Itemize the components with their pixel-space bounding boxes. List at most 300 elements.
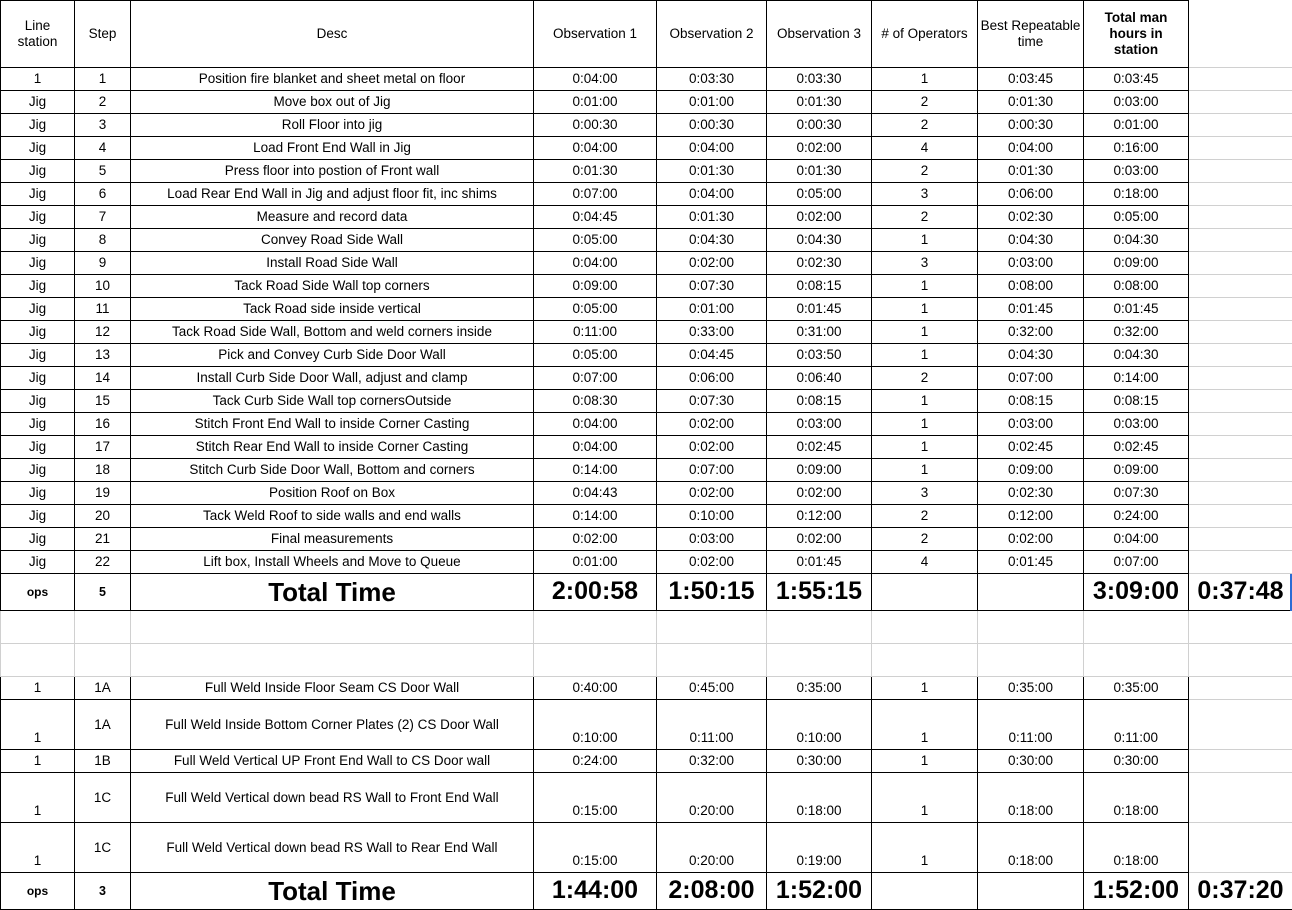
cell-observation-2[interactable]: 0:33:00 [657,321,767,344]
cell-observation-3[interactable]: 0:01:30 [767,91,872,114]
cell-total-man-hours[interactable]: 0:04:00 [1084,528,1189,551]
empty-cell[interactable] [1,611,75,644]
cell-observation-1[interactable]: 0:04:00 [534,436,657,459]
cell-extra[interactable] [1189,482,1292,505]
cell-total-ops-label[interactable]: ops [1,873,75,910]
cell-num-operators[interactable]: 1 [872,700,978,750]
cell-total-man-hours[interactable]: 0:03:00 [1084,91,1189,114]
cell-num-operators[interactable]: 2 [872,91,978,114]
cell-observation-1[interactable]: 0:15:00 [534,823,657,873]
cell-num-operators[interactable]: 3 [872,252,978,275]
cell-best-repeatable-time[interactable]: 0:01:45 [978,551,1084,574]
cell-num-operators[interactable]: 1 [872,773,978,823]
cell-desc[interactable]: Convey Road Side Wall [131,229,534,252]
cell-observation-3[interactable]: 0:10:00 [767,700,872,750]
cell-line-station[interactable]: Jig [1,229,75,252]
cell-num-operators[interactable]: 2 [872,367,978,390]
total-time-row[interactable] [1,574,1292,611]
column-header-observation-1[interactable]: Observation 1 [534,1,657,68]
cell-desc[interactable]: Full Weld Inside Bottom Corner Plates (2) CS Door Wall [131,700,534,750]
total-time-row[interactable] [1,873,1292,910]
cell-observation-2[interactable]: 0:04:30 [657,229,767,252]
cell-desc[interactable]: Tack Road side inside vertical [131,298,534,321]
cell-observation-3[interactable]: 0:08:15 [767,275,872,298]
column-header-step[interactable]: Step [75,1,131,68]
cell-total-man-hours[interactable]: 1:52:00 [1084,873,1189,910]
cell-observation-3[interactable]: 0:30:00 [767,750,872,773]
empty-cell[interactable] [657,611,767,644]
column-header-extra[interactable] [1189,1,1292,68]
cell-observation-3[interactable]: 0:03:50 [767,344,872,367]
cell-desc[interactable]: Final measurements [131,528,534,551]
cell-observation-1[interactable]: 0:09:00 [534,275,657,298]
table-row[interactable] [1,367,1292,390]
cell-step[interactable]: 21 [75,528,131,551]
cell-step[interactable]: 17 [75,436,131,459]
cell-line-station[interactable]: Jig [1,390,75,413]
cell-observation-1[interactable]: 0:10:00 [534,700,657,750]
cell-total-extra[interactable]: 0:37:48 [1189,574,1292,611]
column-header-desc[interactable]: Desc [131,1,534,68]
cell-total-observation-2[interactable]: 2:08:00 [657,873,767,910]
cell-best-repeatable-time[interactable]: 0:02:30 [978,482,1084,505]
cell-step[interactable]: 14 [75,367,131,390]
cell-observation-3[interactable]: 0:02:00 [767,206,872,229]
empty-cell[interactable] [767,611,872,644]
cell-line-station[interactable]: Jig [1,436,75,459]
cell-observation-3[interactable]: 0:31:00 [767,321,872,344]
empty-cell[interactable] [978,611,1084,644]
cell-extra[interactable] [1189,677,1292,700]
cell-step[interactable]: 7 [75,206,131,229]
cell-step[interactable]: 15 [75,390,131,413]
cell-total-man-hours[interactable]: 0:32:00 [1084,321,1189,344]
cell-total-best-repeatable-time[interactable] [978,873,1084,910]
cell-total-man-hours[interactable]: 0:18:00 [1084,823,1189,873]
cell-desc[interactable]: Load Rear End Wall in Jig and adjust floor fit, inc shims [131,183,534,206]
table-row[interactable] [1,773,1292,823]
cell-step[interactable]: 11 [75,298,131,321]
cell-desc[interactable]: Position fire blanket and sheet metal on floor [131,68,534,91]
cell-extra[interactable] [1189,773,1292,823]
cell-total-ops-count[interactable]: 3 [75,873,131,910]
cell-step[interactable]: 12 [75,321,131,344]
cell-best-repeatable-time[interactable]: 0:01:30 [978,160,1084,183]
empty-cell[interactable] [1,644,75,677]
cell-desc[interactable]: Measure and record data [131,206,534,229]
cell-extra[interactable] [1189,68,1292,91]
cell-observation-1[interactable]: 0:08:30 [534,390,657,413]
empty-cell[interactable] [767,644,872,677]
table-row[interactable] [1,482,1292,505]
cell-step[interactable]: 3 [75,114,131,137]
cell-observation-1[interactable]: 0:04:45 [534,206,657,229]
cell-observation-2[interactable]: 0:32:00 [657,750,767,773]
cell-total-man-hours[interactable]: 0:16:00 [1084,137,1189,160]
cell-line-station[interactable]: Jig [1,367,75,390]
cell-best-repeatable-time[interactable]: 0:03:00 [978,252,1084,275]
empty-cell[interactable] [131,611,534,644]
cell-total-man-hours[interactable]: 0:11:00 [1084,700,1189,750]
cell-observation-1[interactable]: 0:14:00 [534,459,657,482]
empty-cell[interactable] [75,644,131,677]
empty-cell[interactable] [872,644,978,677]
cell-observation-1[interactable]: 0:14:00 [534,505,657,528]
cell-observation-2[interactable]: 0:02:00 [657,436,767,459]
cell-total-man-hours[interactable]: 0:18:00 [1084,773,1189,823]
cell-best-repeatable-time[interactable]: 0:12:00 [978,505,1084,528]
cell-num-operators[interactable]: 1 [872,459,978,482]
cell-step[interactable]: 22 [75,551,131,574]
cell-line-station[interactable]: Jig [1,91,75,114]
cell-observation-2[interactable]: 0:04:00 [657,183,767,206]
cell-extra[interactable] [1189,252,1292,275]
cell-num-operators[interactable]: 1 [872,275,978,298]
cell-line-station[interactable]: 1 [1,750,75,773]
cell-step[interactable]: 1A [75,677,131,700]
cell-extra[interactable] [1189,551,1292,574]
cell-desc[interactable]: Move box out of Jig [131,91,534,114]
cell-observation-3[interactable]: 0:01:30 [767,160,872,183]
cell-extra[interactable] [1189,413,1292,436]
cell-total-label[interactable]: Total Time [131,574,534,611]
cell-total-man-hours[interactable]: 0:01:00 [1084,114,1189,137]
cell-desc[interactable]: Tack Road Side Wall top corners [131,275,534,298]
table-row[interactable] [1,68,1292,91]
cell-observation-2[interactable]: 0:00:30 [657,114,767,137]
cell-extra[interactable] [1189,275,1292,298]
cell-desc[interactable]: Tack Curb Side Wall top cornersOutside [131,390,534,413]
cell-observation-1[interactable]: 0:04:00 [534,68,657,91]
table-row[interactable] [1,137,1292,160]
cell-best-repeatable-time[interactable]: 0:32:00 [978,321,1084,344]
empty-cell[interactable] [978,644,1084,677]
cell-line-station[interactable]: 1 [1,68,75,91]
cell-observation-2[interactable]: 0:06:00 [657,367,767,390]
cell-observation-1[interactable]: 0:04:43 [534,482,657,505]
empty-cell[interactable] [872,611,978,644]
cell-total-man-hours[interactable]: 0:03:00 [1084,160,1189,183]
table-row[interactable] [1,750,1292,773]
cell-observation-2[interactable]: 0:20:00 [657,773,767,823]
cell-line-station[interactable]: Jig [1,137,75,160]
cell-observation-2[interactable]: 0:07:00 [657,459,767,482]
cell-observation-3[interactable]: 0:00:30 [767,114,872,137]
cell-observation-1[interactable]: 0:00:30 [534,114,657,137]
table-row[interactable] [1,344,1292,367]
cell-extra[interactable] [1189,298,1292,321]
cell-best-repeatable-time[interactable]: 0:04:30 [978,229,1084,252]
cell-total-man-hours[interactable]: 0:05:00 [1084,206,1189,229]
cell-total-man-hours[interactable]: 0:07:30 [1084,482,1189,505]
cell-total-man-hours[interactable]: 0:04:30 [1084,229,1189,252]
cell-num-operators[interactable]: 1 [872,298,978,321]
cell-num-operators[interactable]: 3 [872,482,978,505]
cell-step[interactable]: 16 [75,413,131,436]
table-row[interactable] [1,229,1292,252]
cell-best-repeatable-time[interactable]: 0:01:30 [978,91,1084,114]
cell-step[interactable]: 20 [75,505,131,528]
cell-desc[interactable]: Lift box, Install Wheels and Move to Queue [131,551,534,574]
cell-step[interactable]: 1C [75,823,131,873]
table-row[interactable] [1,275,1292,298]
cell-extra[interactable] [1189,700,1292,750]
cell-extra[interactable] [1189,750,1292,773]
cell-num-operators[interactable]: 1 [872,436,978,459]
cell-extra[interactable] [1189,459,1292,482]
cell-best-repeatable-time[interactable]: 0:06:00 [978,183,1084,206]
cell-total-observation-1[interactable]: 1:44:00 [534,873,657,910]
cell-num-operators[interactable]: 2 [872,528,978,551]
cell-best-repeatable-time[interactable]: 0:30:00 [978,750,1084,773]
cell-extra[interactable] [1189,183,1292,206]
cell-step[interactable]: 5 [75,160,131,183]
table-row[interactable] [1,321,1292,344]
cell-total-extra[interactable]: 0:37:20 [1189,873,1292,910]
table-row[interactable] [1,436,1292,459]
cell-desc[interactable]: Tack Weld Roof to side walls and end walls [131,505,534,528]
cell-total-observation-1[interactable]: 2:00:58 [534,574,657,611]
cell-total-man-hours[interactable]: 0:14:00 [1084,367,1189,390]
cell-observation-3[interactable]: 0:08:15 [767,390,872,413]
cell-extra[interactable] [1189,114,1292,137]
cell-line-station[interactable]: Jig [1,482,75,505]
cell-num-operators[interactable]: 1 [872,390,978,413]
cell-best-repeatable-time[interactable]: 0:02:30 [978,206,1084,229]
column-header-observation-2[interactable]: Observation 2 [657,1,767,68]
cell-observation-1[interactable]: 0:01:00 [534,551,657,574]
empty-cell[interactable] [534,644,657,677]
table-row[interactable] [1,413,1292,436]
column-header-num-operators[interactable]: # of Operators [872,1,978,68]
cell-best-repeatable-time[interactable]: 0:02:00 [978,528,1084,551]
table-row[interactable] [1,206,1292,229]
cell-observation-2[interactable]: 0:04:45 [657,344,767,367]
cell-num-operators[interactable]: 1 [872,68,978,91]
empty-cell[interactable] [1189,611,1292,644]
table-row[interactable] [1,528,1292,551]
cell-best-repeatable-time[interactable]: 0:04:30 [978,344,1084,367]
cell-observation-2[interactable]: 0:02:00 [657,482,767,505]
cell-observation-1[interactable]: 0:05:00 [534,229,657,252]
cell-desc[interactable]: Install Curb Side Door Wall, adjust and clamp [131,367,534,390]
cell-total-label[interactable]: Total Time [131,873,534,910]
cell-num-operators[interactable]: 1 [872,321,978,344]
cell-desc[interactable]: Position Roof on Box [131,482,534,505]
cell-best-repeatable-time[interactable]: 0:35:00 [978,677,1084,700]
cell-line-station[interactable]: 1 [1,823,75,873]
column-header-observation-3[interactable]: Observation 3 [767,1,872,68]
cell-observation-1[interactable]: 0:11:00 [534,321,657,344]
cell-desc[interactable]: Load Front End Wall in Jig [131,137,534,160]
cell-total-man-hours[interactable]: 0:24:00 [1084,505,1189,528]
cell-total-num-operators[interactable] [872,873,978,910]
cell-step[interactable]: 6 [75,183,131,206]
cell-observation-2[interactable]: 0:11:00 [657,700,767,750]
cell-line-station[interactable]: Jig [1,114,75,137]
cell-desc[interactable]: Install Road Side Wall [131,252,534,275]
cell-best-repeatable-time[interactable]: 0:18:00 [978,823,1084,873]
cell-total-man-hours[interactable]: 0:02:45 [1084,436,1189,459]
cell-num-operators[interactable]: 2 [872,505,978,528]
cell-num-operators[interactable]: 1 [872,750,978,773]
cell-line-station[interactable]: Jig [1,459,75,482]
cell-observation-2[interactable]: 0:10:00 [657,505,767,528]
cell-observation-3[interactable]: 0:01:45 [767,551,872,574]
cell-observation-2[interactable]: 0:20:00 [657,823,767,873]
cell-extra[interactable] [1189,160,1292,183]
cell-line-station[interactable]: 1 [1,677,75,700]
cell-observation-1[interactable]: 0:40:00 [534,677,657,700]
cell-best-repeatable-time[interactable]: 0:03:00 [978,413,1084,436]
cell-observation-2[interactable]: 0:07:30 [657,390,767,413]
cell-total-observation-2[interactable]: 1:50:15 [657,574,767,611]
cell-line-station[interactable]: 1 [1,773,75,823]
cell-step[interactable]: 18 [75,459,131,482]
cell-total-ops-label[interactable]: ops [1,574,75,611]
cell-num-operators[interactable]: 1 [872,344,978,367]
cell-line-station[interactable]: Jig [1,321,75,344]
cell-observation-1[interactable]: 0:02:00 [534,528,657,551]
empty-cell[interactable] [1084,611,1189,644]
empty-cell[interactable] [657,644,767,677]
cell-observation-3[interactable]: 0:18:00 [767,773,872,823]
cell-observation-3[interactable]: 0:03:00 [767,413,872,436]
empty-cell[interactable] [1189,644,1292,677]
table-row[interactable] [1,390,1292,413]
cell-observation-2[interactable]: 0:01:00 [657,91,767,114]
cell-observation-1[interactable]: 0:05:00 [534,298,657,321]
cell-total-man-hours[interactable]: 0:01:45 [1084,298,1189,321]
cell-best-repeatable-time[interactable]: 0:11:00 [978,700,1084,750]
cell-observation-1[interactable]: 0:24:00 [534,750,657,773]
cell-total-num-operators[interactable] [872,574,978,611]
cell-observation-2[interactable]: 0:02:00 [657,551,767,574]
table-row[interactable] [1,551,1292,574]
cell-best-repeatable-time[interactable]: 0:00:30 [978,114,1084,137]
cell-observation-2[interactable]: 0:04:00 [657,137,767,160]
cell-total-man-hours[interactable]: 3:09:00 [1084,574,1189,611]
table-row[interactable] [1,298,1292,321]
cell-num-operators[interactable]: 4 [872,551,978,574]
table-row[interactable] [1,252,1292,275]
cell-observation-3[interactable]: 0:35:00 [767,677,872,700]
cell-num-operators[interactable]: 3 [872,183,978,206]
cell-total-man-hours[interactable]: 0:30:00 [1084,750,1189,773]
cell-line-station[interactable]: Jig [1,528,75,551]
cell-total-man-hours[interactable]: 0:08:00 [1084,275,1189,298]
cell-observation-3[interactable]: 0:12:00 [767,505,872,528]
cell-extra[interactable] [1189,321,1292,344]
cell-observation-3[interactable]: 0:01:45 [767,298,872,321]
cell-line-station[interactable]: Jig [1,275,75,298]
cell-extra[interactable] [1189,91,1292,114]
table-row[interactable] [1,700,1292,750]
cell-extra[interactable] [1189,528,1292,551]
cell-num-operators[interactable]: 1 [872,229,978,252]
cell-total-observation-3[interactable]: 1:52:00 [767,873,872,910]
cell-observation-1[interactable]: 0:01:30 [534,160,657,183]
cell-total-man-hours[interactable]: 0:03:45 [1084,68,1189,91]
cell-observation-2[interactable]: 0:45:00 [657,677,767,700]
cell-best-repeatable-time[interactable]: 0:18:00 [978,773,1084,823]
table-row[interactable] [1,823,1292,873]
cell-line-station[interactable]: Jig [1,551,75,574]
cell-step[interactable]: 1A [75,700,131,750]
cell-best-repeatable-time[interactable]: 0:08:00 [978,275,1084,298]
cell-extra[interactable] [1189,344,1292,367]
cell-observation-3[interactable]: 0:04:30 [767,229,872,252]
cell-total-observation-3[interactable]: 1:55:15 [767,574,872,611]
cell-step[interactable]: 19 [75,482,131,505]
table-row[interactable] [1,459,1292,482]
cell-observation-1[interactable]: 0:04:00 [534,137,657,160]
cell-num-operators[interactable]: 1 [872,413,978,436]
cell-num-operators[interactable]: 1 [872,823,978,873]
cell-total-man-hours[interactable]: 0:35:00 [1084,677,1189,700]
cell-observation-3[interactable]: 0:02:00 [767,528,872,551]
cell-line-station[interactable]: Jig [1,505,75,528]
cell-observation-3[interactable]: 0:02:00 [767,482,872,505]
cell-total-man-hours[interactable]: 0:18:00 [1084,183,1189,206]
cell-extra[interactable] [1189,137,1292,160]
cell-observation-3[interactable]: 0:02:00 [767,137,872,160]
table-row[interactable] [1,114,1292,137]
cell-line-station[interactable]: 1 [1,700,75,750]
column-header-line-station[interactable]: Line station [1,1,75,68]
table-row[interactable] [1,183,1292,206]
cell-total-man-hours[interactable]: 0:07:00 [1084,551,1189,574]
cell-step[interactable]: 1 [75,68,131,91]
cell-desc[interactable]: Stitch Curb Side Door Wall, Bottom and corners [131,459,534,482]
cell-observation-1[interactable]: 0:01:00 [534,91,657,114]
cell-step[interactable]: 2 [75,91,131,114]
cell-step[interactable]: 1C [75,773,131,823]
cell-best-repeatable-time[interactable]: 0:01:45 [978,298,1084,321]
cell-observation-3[interactable]: 0:05:00 [767,183,872,206]
cell-observation-2[interactable]: 0:03:30 [657,68,767,91]
cell-observation-2[interactable]: 0:01:30 [657,206,767,229]
table-row[interactable] [1,160,1292,183]
cell-observation-3[interactable]: 0:09:00 [767,459,872,482]
empty-cell[interactable] [1084,644,1189,677]
cell-total-man-hours[interactable]: 0:09:00 [1084,459,1189,482]
cell-extra[interactable] [1189,823,1292,873]
table-row[interactable] [1,91,1292,114]
cell-desc[interactable]: Full Weld Vertical UP Front End Wall to CS Door wall [131,750,534,773]
cell-step[interactable]: 9 [75,252,131,275]
empty-cell[interactable] [131,644,534,677]
cell-observation-1[interactable]: 0:07:00 [534,367,657,390]
cell-observation-2[interactable]: 0:02:00 [657,252,767,275]
cell-step[interactable]: 13 [75,344,131,367]
cell-desc[interactable]: Press floor into postion of Front wall [131,160,534,183]
cell-total-man-hours[interactable]: 0:04:30 [1084,344,1189,367]
empty-cell[interactable] [534,611,657,644]
cell-num-operators[interactable]: 2 [872,114,978,137]
cell-desc[interactable]: Full Weld Vertical down bead RS Wall to Front End Wall [131,773,534,823]
cell-observation-1[interactable]: 0:05:00 [534,344,657,367]
column-header-total-man-hours[interactable]: Total man hours in station [1084,1,1189,68]
empty-cell[interactable] [75,611,131,644]
cell-extra[interactable] [1189,206,1292,229]
cell-desc[interactable]: Tack Road Side Wall, Bottom and weld corners inside [131,321,534,344]
table-row[interactable] [1,505,1292,528]
cell-line-station[interactable]: Jig [1,160,75,183]
cell-total-man-hours[interactable]: 0:09:00 [1084,252,1189,275]
cell-line-station[interactable]: Jig [1,183,75,206]
cell-line-station[interactable]: Jig [1,206,75,229]
